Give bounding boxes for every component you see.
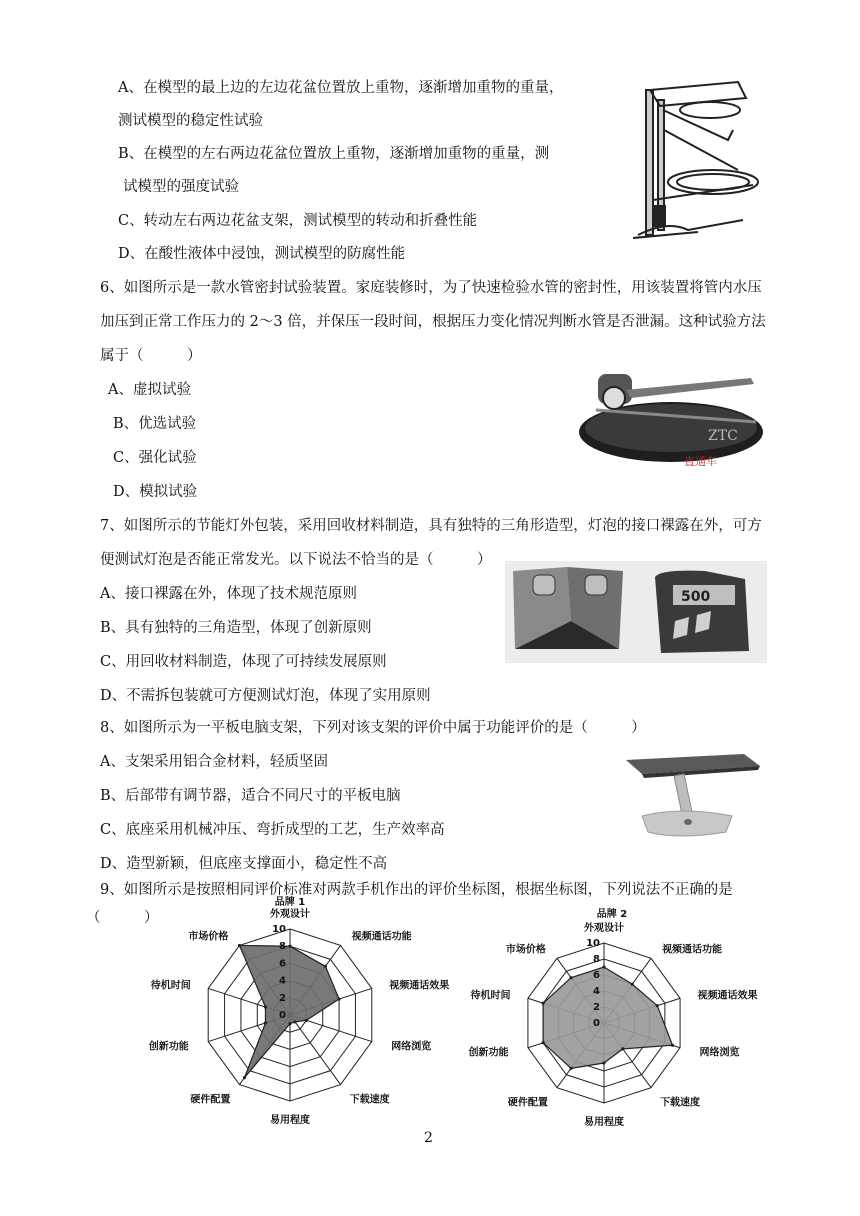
- radar-1-axis-label: 下载速度: [349, 1094, 390, 1106]
- radar-1-point-待机时间: [264, 1005, 267, 1008]
- radar-2-axis-label: 易用程度: [584, 1117, 624, 1128]
- radar-2-axis-label: 下载速度: [660, 1097, 701, 1109]
- radar-2-tick-4: 4: [593, 986, 600, 997]
- q6-option-c: C、强化试验: [113, 450, 197, 466]
- radar-2-point-下载速度: [621, 1047, 624, 1050]
- q7-option-c: C、用回收材料制造，体现了可持续发展原则: [100, 654, 387, 670]
- q6-option-d: D、模拟试验: [113, 484, 198, 500]
- q7-stem-line1: 7、如图所示的节能灯外包装，采用回收材料制造，具有独特的三角形造型，灯泡的接口裸露在外，可方: [100, 518, 762, 534]
- q8-option-c: C、底座采用机械冲压、弯折成型的工艺，生产效率高: [100, 822, 445, 838]
- radar-2-axis-label: 待机时间: [470, 990, 511, 1002]
- q6-option-b: B、优选试验: [113, 416, 197, 432]
- radar-2-axis-label: 视频通话功能: [662, 944, 723, 956]
- radar-1-point-硬件配置: [243, 1076, 246, 1079]
- radar-2-tick-0: 0: [593, 1018, 600, 1029]
- q8-option-a: A、支架采用铝合金材料，轻质坚固: [100, 754, 328, 770]
- radar-1-axis-label: 视频通话效果: [389, 980, 450, 992]
- radar-1-point-网络浏览: [305, 1019, 308, 1022]
- q6-stem-line1: 6、如图所示是一款水管密封试验装置。家庭装修时，为了快速检验水管的密封性，用该装置将管内水压: [100, 280, 762, 296]
- radar-2-tick-2: 2: [593, 1002, 600, 1013]
- radar-2-axis-label: 硬件配置: [507, 1097, 548, 1109]
- radar-2-point-硬件配置: [569, 1067, 572, 1070]
- radar-2-tick-10: 10: [586, 938, 600, 949]
- q7-option-d: D、不需拆包装就可方便测试灯泡，体现了实用原则: [100, 688, 431, 704]
- radar-2-axis-label: 市场价格: [505, 944, 546, 956]
- radar-1-tick-2: 2: [279, 992, 286, 1004]
- radar-1-point-创新功能: [264, 1021, 267, 1024]
- radar-2-axis-label: 网络浏览: [699, 1047, 740, 1059]
- q5-option-d: D、在酸性液体中浸蚀，测试模型的防腐性能: [118, 246, 406, 262]
- q5-option-b-cont: 试模型的强度试验: [123, 179, 239, 195]
- page-number: 2: [424, 1130, 433, 1146]
- radar-1-axis-label: 硬件配置: [190, 1094, 231, 1106]
- radar-1-axis-label: 创新功能: [148, 1041, 189, 1053]
- radar-2-point-网络浏览: [671, 1044, 674, 1047]
- radar-1-axis-label: 视频通话功能: [351, 931, 412, 943]
- radar-2-tick-8: 8: [593, 954, 600, 965]
- radar-2-point-市场价格: [569, 976, 572, 979]
- radar-1-point-市场价格: [238, 944, 241, 947]
- q7-option-b: B、具有独特的三角造型，体现了创新原则: [100, 620, 372, 636]
- radar-2-point-视频通话效果: [656, 1004, 659, 1007]
- q5-option-b: B、在模型的左右两边花盆位置放上重物，逐渐增加重物的重量，测: [118, 146, 550, 162]
- radar-1-tick-8: 8: [279, 941, 286, 953]
- radar-1-point-易用程度: [288, 1022, 291, 1025]
- radar-2-point-外观设计: [602, 965, 605, 968]
- radar-1-point-外观设计: [288, 945, 291, 948]
- q8-option-d: D、造型新颖，但底座支撑面小，稳定性不高: [100, 856, 388, 872]
- radar-2-axis-label: 外观设计: [584, 923, 624, 934]
- q7-stem-line2: 便测试灯泡是否能正常发光。以下说法不恰当的是（ ）: [100, 552, 492, 568]
- q9-stem-line2: （ ）: [86, 910, 159, 926]
- radar-1-axis-spoke: [290, 1015, 341, 1085]
- q8-stem: 8、如图所示为一平板电脑支架，下列对该支架的评价中属于功能评价的是（ ）: [100, 720, 646, 736]
- q6-option-a: A、虚拟试验: [108, 382, 191, 398]
- radar-2-point-易用程度: [602, 1061, 605, 1064]
- radar-2-axis-label: 视频通话效果: [697, 990, 758, 1002]
- radar-2-tick-6: 6: [593, 970, 600, 981]
- flower-stand-model-figure: [628, 70, 770, 245]
- radar-1-title: 品牌 1: [274, 897, 306, 908]
- radar-1-axis-label: 易用程度: [270, 1115, 310, 1125]
- q8-option-b: B、后部带有调节器，适合不同尺寸的平板电脑: [100, 788, 401, 804]
- ztc-subtitle-watermark: 直通车: [684, 455, 717, 468]
- radar-1-point-下载速度: [293, 1020, 296, 1023]
- q7-option-a: A、接口裸露在外，体现了技术规范原则: [100, 586, 357, 602]
- radar-1-tick-4: 4: [279, 975, 286, 987]
- radar-2-title: 品牌 2: [596, 909, 628, 920]
- lamp-500-label: 500: [681, 589, 711, 605]
- radar-2-point-待机时间: [542, 1002, 545, 1005]
- lamp-packaging-figure: [505, 561, 767, 663]
- radar-1-axis-label: 外观设计: [270, 909, 310, 920]
- pressure-test-device-figure: [576, 360, 766, 468]
- radar-1-point-视频通话效果: [337, 997, 340, 1000]
- radar-1-tick-0: 0: [279, 1010, 286, 1021]
- radar-1-axis-label: 市场价格: [188, 931, 229, 943]
- q5-option-a: A、在模型的最上边的左边花盆位置放上重物，逐渐增加重物的重量，: [118, 80, 564, 96]
- q5-option-a-cont: 测试模型的稳定性试验: [118, 113, 263, 129]
- radar-1-axis-label: 待机时间: [150, 980, 191, 992]
- radar-1-point-视频通话功能: [324, 965, 327, 968]
- ztc-watermark: ZTC: [708, 428, 738, 444]
- q5-option-c: C、转动左右两边花盆支架，测试模型的转动和折叠性能: [118, 213, 478, 229]
- q9-stem-line1: 9、如图所示是按照相同评价标准对两款手机作出的评价坐标图，根据坐标图，下列说法不正确的是: [100, 882, 733, 898]
- radar-1-series-area: [239, 945, 339, 1077]
- radar-2-point-视频通话功能: [631, 983, 634, 986]
- radar-1-tick-10: 10: [272, 924, 286, 935]
- radar-chart-brand-2: [468, 905, 813, 1130]
- q6-stem-line2: 加压到正常工作压力的 2～3 倍，并保压一段时间，根据压力变化情况判断水管是否泄漏。这种试验方法: [100, 314, 766, 330]
- radar-2-axis-label: 创新功能: [468, 1047, 509, 1059]
- tablet-stand-figure: [622, 752, 764, 842]
- radar-2-point-创新功能: [542, 1041, 545, 1044]
- radar-1-axis-label: 网络浏览: [391, 1041, 432, 1053]
- radar-chart-brand-1: [138, 895, 478, 1125]
- q6-stem-line3: 属于（ ）: [100, 348, 202, 364]
- radar-1-tick-6: 6: [279, 958, 286, 970]
- radar-2-series-area: [543, 967, 672, 1068]
